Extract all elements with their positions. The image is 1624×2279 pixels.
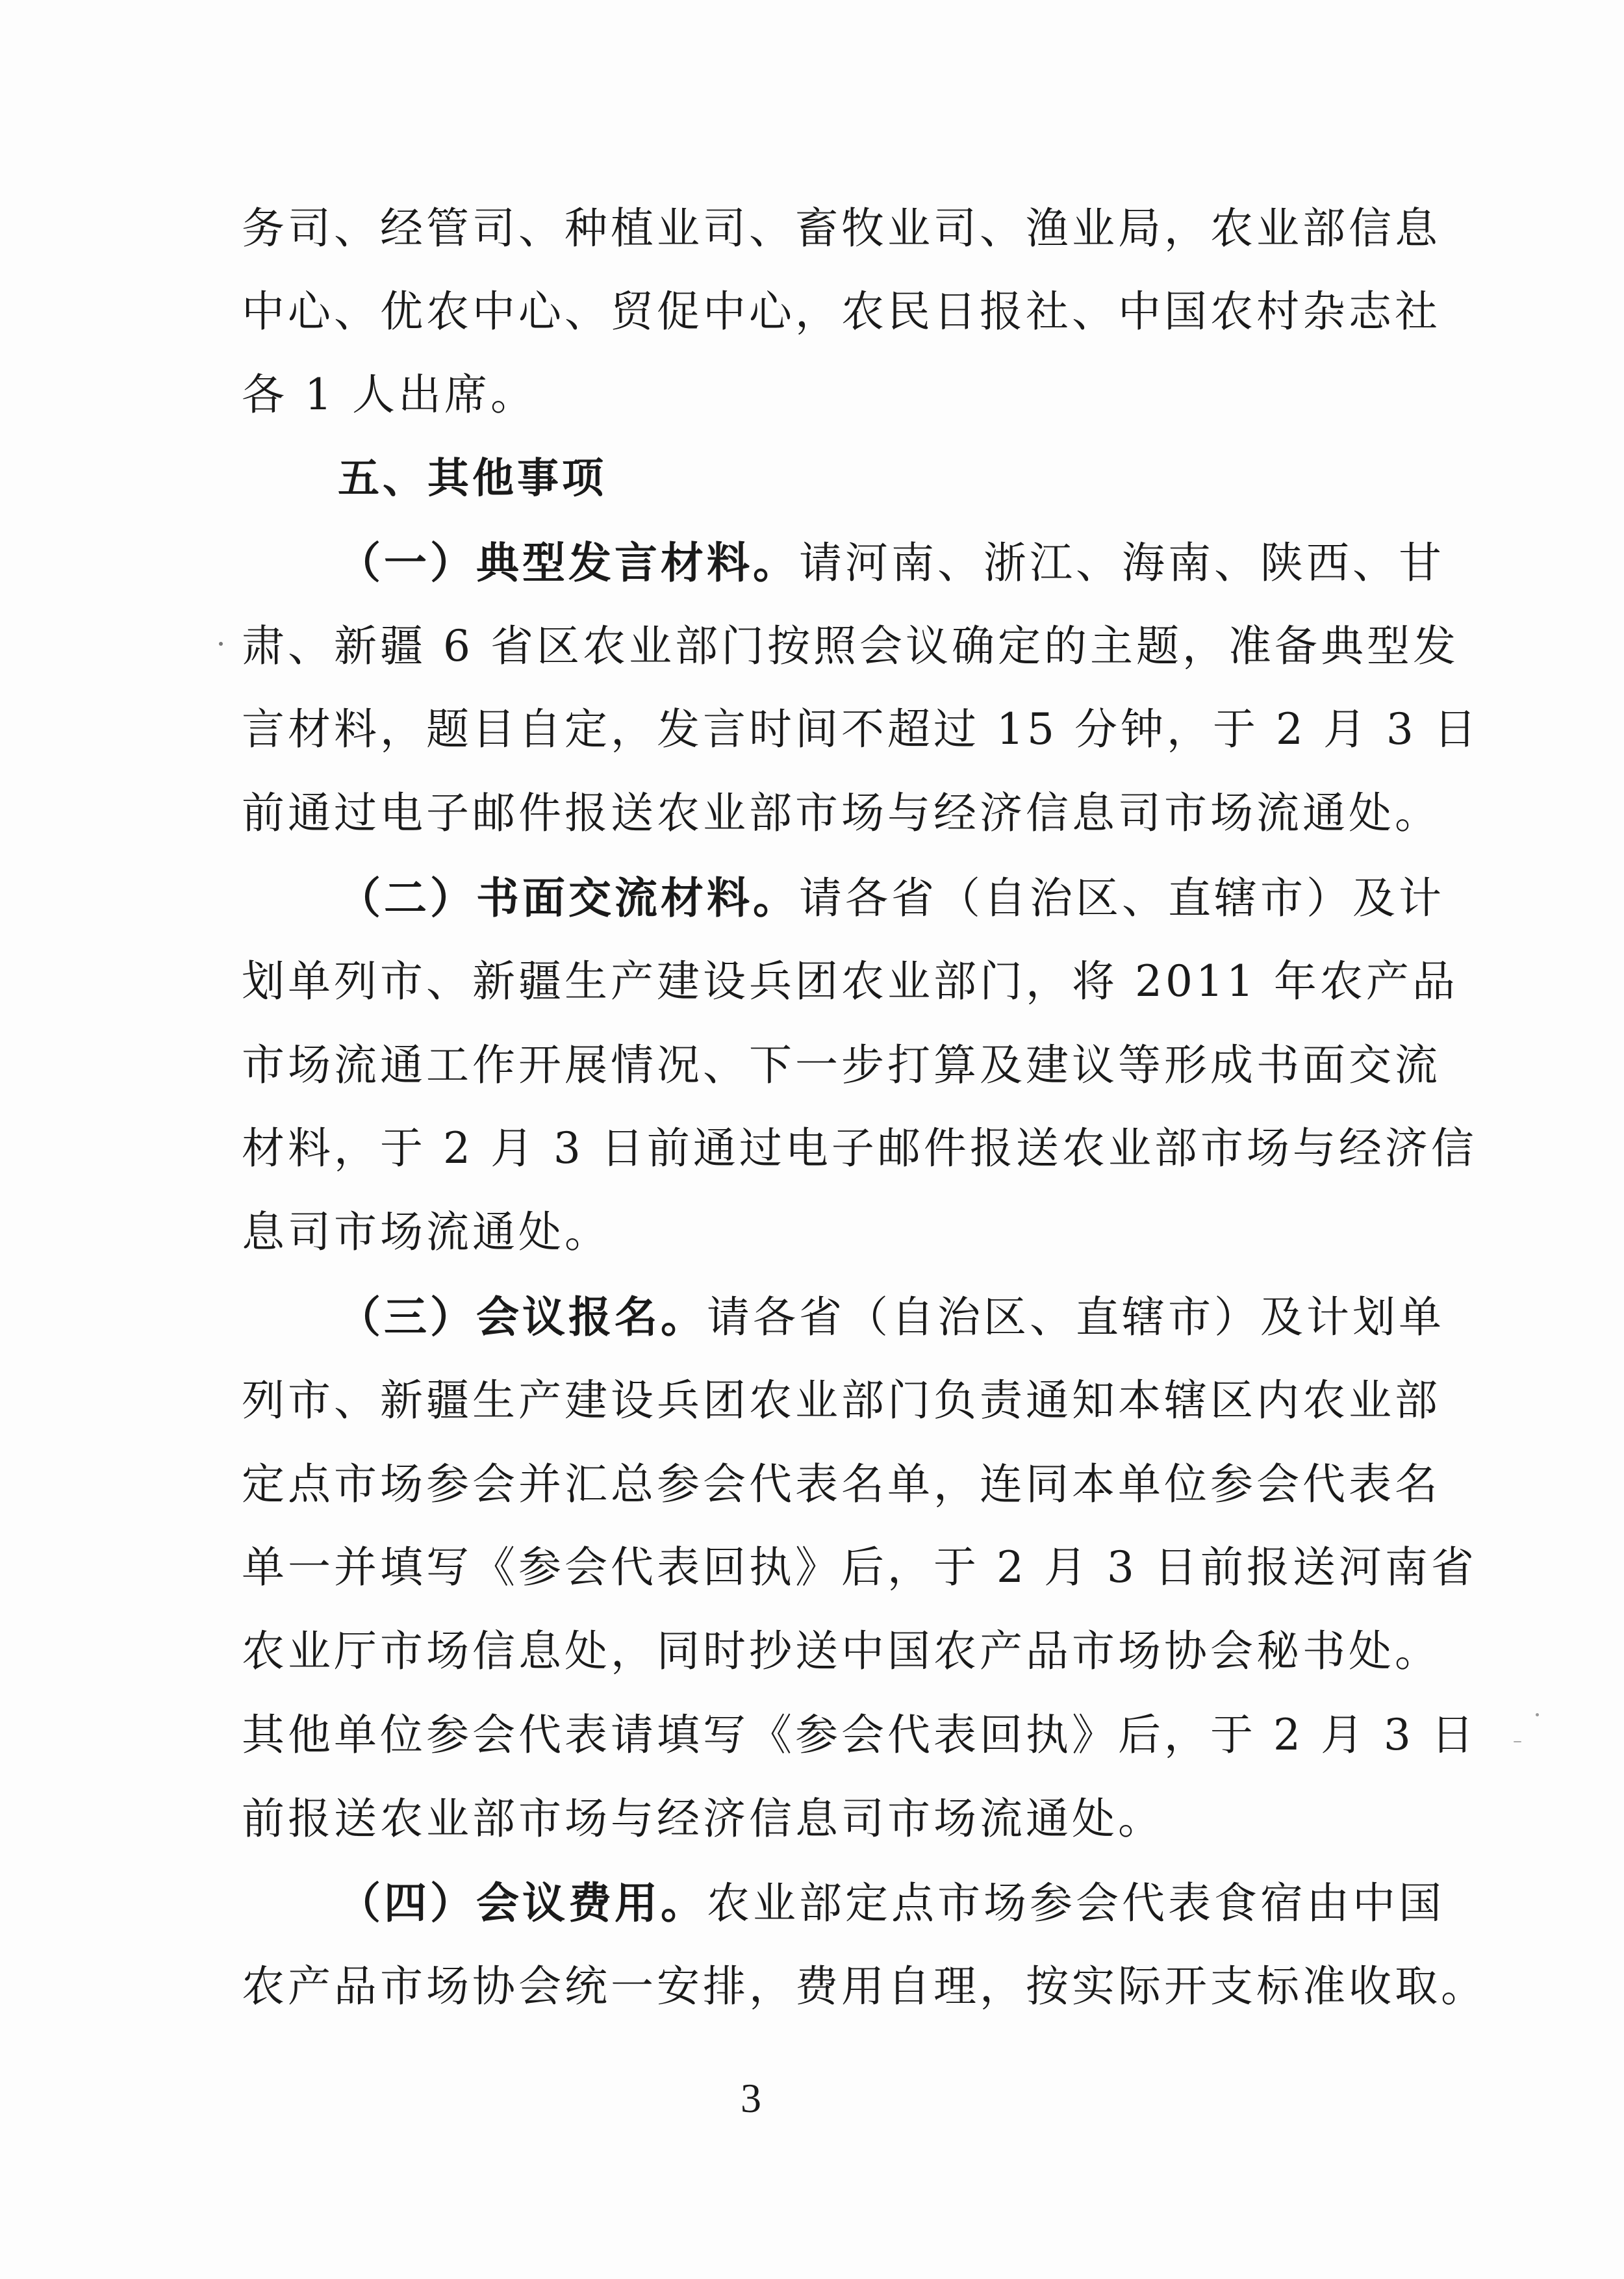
item-3-first-line-text: 请各省（自治区、直辖市）及计划单 [707, 1292, 1445, 1342]
body-line-2-text: 中心、优农中心、贸促中心，农民日报社、中国农村杂志社 [242, 286, 1441, 337]
item-1-first-line [338, 537, 1445, 589]
body-line-16-text: 定点市场参会并汇总参会代表名单，连同本单位参会代表名 [242, 1459, 1441, 1509]
body-line-3 [242, 369, 537, 421]
item-4-first-line-text: 农业部定点市场参会代表食宿由中国 [707, 1878, 1445, 1928]
item-4-heading: （四）会议费用。 [338, 1878, 707, 1928]
body-line-13 [242, 1206, 611, 1258]
body-line-12-text: 材料，于 2 月 3 日前通过电子邮件报送农业部市场与经济信 [242, 1123, 1477, 1173]
item-3-first-line [338, 1291, 1445, 1343]
body-line-15-text: 列市、新疆生产建设兵团农业部门负责通知本辖区内农业部 [242, 1375, 1441, 1425]
scan-speck [219, 642, 223, 646]
body-line-1-text: 务司、经管司、种植业司、畜牧业司、渔业局，农业部信息 [242, 203, 1441, 253]
body-line-6-text: 肃、新疆 6 省区农业部门按照会议确定的主题，准备典型发 [242, 621, 1459, 671]
body-line-22-text: 农产品市场协会统一安排，费用自理，按实际开支标准收取。 [242, 1961, 1487, 2011]
body-line-20-text: 前报送农业部市场与经济信息司市场流通处。 [242, 1794, 1164, 1844]
scan-speck [1514, 1741, 1521, 1742]
body-line-19 [242, 1709, 1477, 1761]
body-line-11-text: 市场流通工作开展情况、下一步打算及建议等形成书面交流 [242, 1040, 1441, 1090]
body-line-17 [242, 1542, 1477, 1594]
body-line-17-text: 单一并填写《参会代表回执》后，于 2 月 3 日前报送河南省 [242, 1542, 1477, 1592]
scan-speck [1536, 1713, 1539, 1716]
body-line-19-text: 其他单位参会代表请填写《参会代表回执》后，于 2 月 3 日 [242, 1710, 1477, 1760]
body-line-18-text: 农业厅市场信息处，同时抄送中国农产品市场协会秘书处。 [242, 1626, 1441, 1676]
body-line-13-text: 息司市场流通处。 [242, 1207, 611, 1257]
item-1-heading: （一）典型发言材料。 [338, 537, 799, 588]
item-2-first-line-text: 请各省（自治区、直辖市）及计 [799, 873, 1445, 923]
section-heading-5 [338, 453, 607, 505]
item-2-heading: （二）书面交流材料。 [338, 872, 799, 923]
item-3-heading: （三）会议报名。 [338, 1292, 707, 1342]
body-line-15 [242, 1375, 1441, 1427]
body-line-12 [242, 1123, 1477, 1175]
body-line-11 [242, 1039, 1441, 1091]
body-line-8-text: 前通过电子邮件报送农业部市场与经济信息司市场流通处。 [242, 788, 1441, 838]
body-line-8 [242, 787, 1441, 839]
item-2-first-line [338, 872, 1445, 924]
section-heading-5-text: 五、其他事项 [338, 455, 607, 503]
body-line-20 [242, 1793, 1164, 1845]
page-number: 3 [741, 2075, 761, 2121]
body-line-10 [242, 956, 1458, 1008]
body-line-1 [242, 203, 1441, 255]
body-line-6 [242, 620, 1459, 672]
body-line-18 [242, 1625, 1441, 1677]
body-line-22 [242, 1961, 1487, 2013]
body-line-2 [242, 286, 1441, 338]
item-1-first-line-text: 请河南、浙江、海南、陕西、甘 [799, 538, 1445, 588]
item-4-first-line [338, 1877, 1445, 1929]
body-line-10-text: 划单列市、新疆生产建设兵团农业部门，将 2011 年农产品 [242, 956, 1458, 1006]
body-line-7-text: 言材料，题目自定，发言时间不超过 15 分钟，于 2 月 3 日 [242, 704, 1480, 754]
body-line-16 [242, 1458, 1441, 1510]
body-line-7 [242, 704, 1480, 756]
body-line-3-text: 各 1 人出席。 [242, 370, 537, 420]
